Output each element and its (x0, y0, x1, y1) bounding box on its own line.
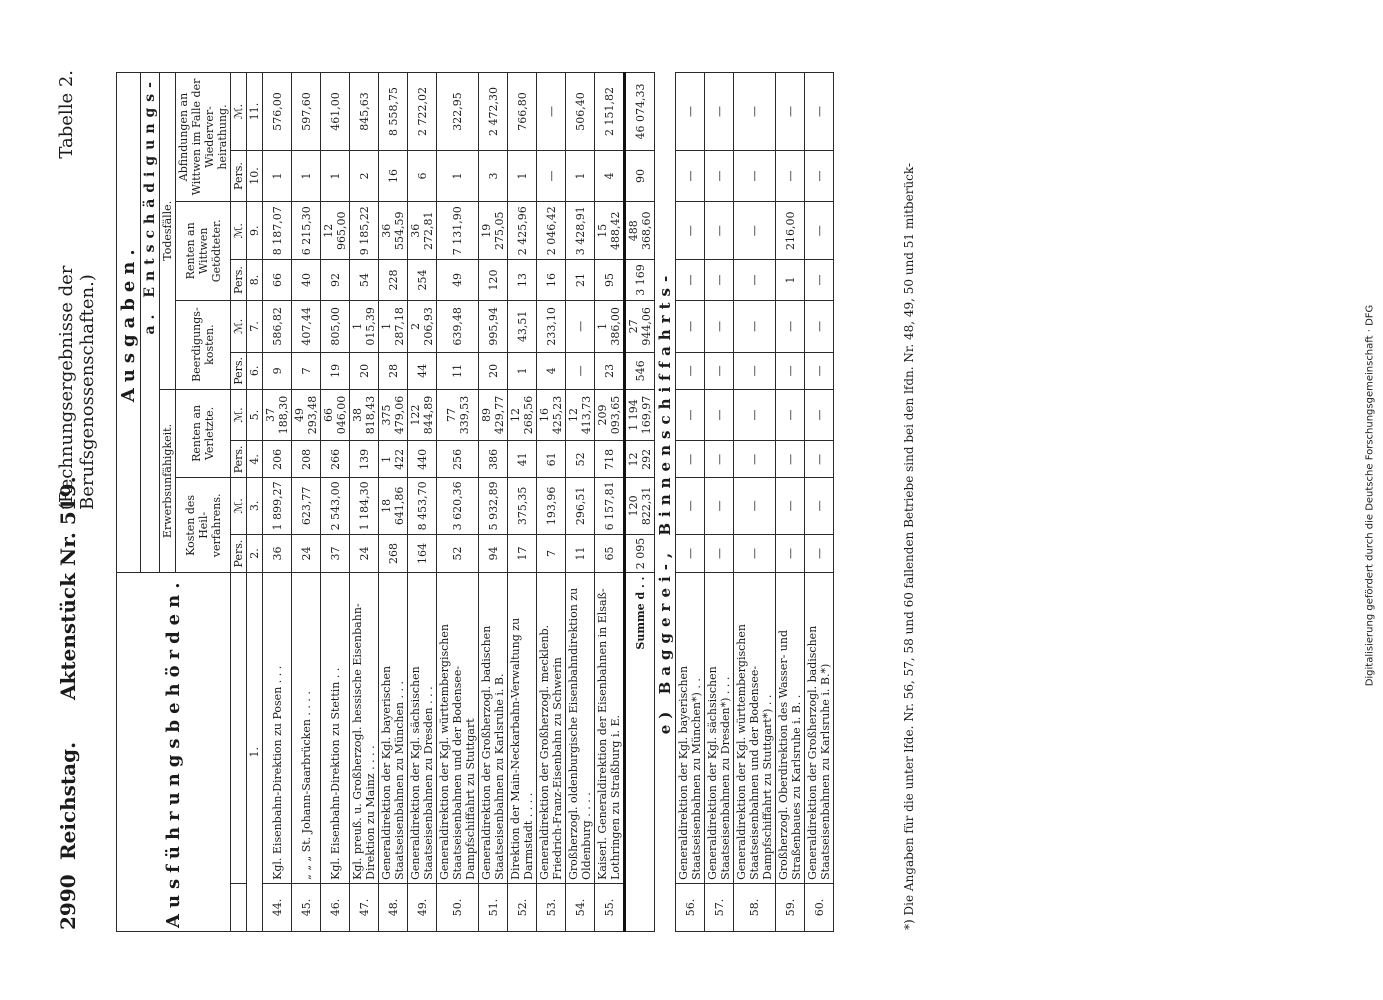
table-cell: — (775, 534, 804, 573)
unit-mark: ℳ. (230, 389, 246, 441)
table-cell: 268 (378, 534, 407, 573)
column-number: 9. (246, 202, 262, 260)
table-cell: 1 184,30 (349, 478, 378, 534)
table-cell: 36 (262, 534, 291, 573)
table-cell: 16 425,23 (536, 389, 565, 441)
table-cell: 95 (594, 260, 624, 300)
row-number: 49. (407, 883, 436, 931)
col-heilverfahren: Kosten des Heil-verfahrens. (175, 478, 230, 573)
table-cell: 7 (536, 534, 565, 573)
table-row (436, 73, 478, 932)
table-cell: 120 (478, 260, 507, 300)
table-cell: 49 (436, 260, 478, 300)
column-number: 4. (246, 441, 262, 478)
sum-cell: 488 368,60 (624, 202, 654, 260)
column-number: 11. (246, 73, 262, 151)
row-number: 47. (349, 883, 378, 931)
footnote: *) Die Angaben für die unter lfde. Nr. 56, 57, 58 und 60 fallenden Betriebe sind bei den lfdn. Nr. 48, 49, 50 und 51 mitberück- (901, 162, 916, 930)
sum-cell: 546 (624, 353, 654, 389)
table-cell: — (775, 151, 804, 202)
table-cell: 845,63 (349, 73, 378, 151)
table-cell: 1 287,18 (378, 300, 407, 353)
table-cell: — (565, 353, 594, 389)
unit-pers: Pers. (230, 260, 246, 300)
table-cell: 41 (507, 441, 536, 478)
table-cell: 9 185,22 (349, 202, 378, 260)
table-cell: 375,35 (507, 478, 536, 534)
row-authority: Generaldirektion der Kgl. bayerischen Staatseisenbahnen zu München*) . . (675, 573, 704, 883)
page-header (56, 70, 116, 930)
row-number: 52. (507, 883, 536, 931)
section-e-title: e) Baggerei-, Binnenschiffahrts- (654, 73, 675, 932)
table-cell: 6 (407, 151, 436, 202)
unit-pers: Pers. (230, 151, 246, 202)
row-number: 58. (733, 883, 775, 931)
table-cell: 52 (565, 441, 594, 478)
row-number: 44. (262, 883, 291, 931)
table-row (291, 73, 320, 932)
col-renten-verletzte: Renten an Verletzte. (175, 389, 230, 478)
row-authority: Generaldirektion der Großherzogl. badischen Staatseisenbahnen zu Karlsruhe i. B.*) (804, 573, 833, 883)
table-cell: — (775, 389, 804, 441)
table-cell: 1 (320, 151, 349, 202)
header-todesfaelle: Todesfälle. (159, 73, 175, 390)
table-cell: — (804, 151, 833, 202)
table-cell: 322,95 (436, 73, 478, 151)
table-cell: — (675, 151, 704, 202)
table-cell: 1 899,27 (262, 478, 291, 534)
table-body-e (675, 73, 833, 932)
sum-cell: 120 822,31 (624, 478, 654, 534)
table-cell: 208 (291, 441, 320, 478)
table-cell: — (804, 441, 833, 478)
row-number: 48. (378, 883, 407, 931)
row-number: 56. (675, 883, 704, 931)
table-cell: 4 (536, 353, 565, 389)
table-cell: — (704, 300, 733, 353)
table-cell: 461,00 (320, 73, 349, 151)
table-cell: 15 488,42 (594, 202, 624, 260)
table-row (349, 73, 378, 932)
table-row (675, 73, 704, 932)
row-number: 60. (804, 883, 833, 931)
table-cell: — (675, 260, 704, 300)
table-cell: 233,10 (536, 300, 565, 353)
table-cell: 2 543,00 (320, 478, 349, 534)
table-cell: 2 722,02 (407, 73, 436, 151)
table-cell: — (675, 478, 704, 534)
table-cell: 7 (291, 353, 320, 389)
table-cell: — (804, 389, 833, 441)
table-cell: 77 339,53 (436, 389, 478, 441)
table-cell: 20 (349, 353, 378, 389)
table-cell: 375 479,06 (378, 389, 407, 441)
column-number: 2. (246, 534, 262, 573)
table-cell: 20 (478, 353, 507, 389)
table-cell: — (804, 260, 833, 300)
table-cell: 1 015,39 (349, 300, 378, 353)
table-cell: — (804, 300, 833, 353)
row-authority: Generaldirektion der Kgl. bayerischen Staatseisenbahnen zu München . . . (378, 573, 407, 883)
table-cell: 94 (478, 534, 507, 573)
sum-label: Summe d . . (624, 573, 654, 932)
unit-spacer (230, 883, 246, 931)
table-cell: 209 093,65 (594, 389, 624, 441)
table-cell: 766,80 (507, 73, 536, 151)
table-cell: 44 (407, 353, 436, 389)
table-cell: 52 (436, 534, 478, 573)
row-number: 55. (594, 883, 624, 931)
dfg-side-note (1365, 20, 1379, 980)
column-number: 5. (246, 389, 262, 441)
table-cell: 28 (378, 353, 407, 389)
table-cell: 23 (594, 353, 624, 389)
row-authority: Generaldirektion der Kgl. sächsischen Staatseisenbahnen zu Dresden*) . . . (704, 573, 733, 883)
table-cell: — (804, 478, 833, 534)
table-cell: 11 (565, 534, 594, 573)
row-authority: Generaldirektion der Großherzogl. badischen Staatseisenbahnen zu Karlsruhe i. B. (478, 573, 507, 883)
table-cell: 36 554,59 (378, 202, 407, 260)
table-cell: 37 188,30 (262, 389, 291, 441)
table-cell: — (704, 353, 733, 389)
table-cell: 718 (594, 441, 624, 478)
table-cell: — (733, 389, 775, 441)
header-erwerbsunf: Erwerbsunfähigkeit. (159, 389, 175, 573)
table-cell: 5 932,89 (478, 478, 507, 534)
table-cell: — (704, 202, 733, 260)
table-cell: — (675, 73, 704, 151)
table-cell: 19 275,05 (478, 202, 507, 260)
table-cell: 21 (565, 260, 594, 300)
col-renten-wittwen: Renten an Wittwen Getödteter. (175, 202, 230, 301)
table-cell: — (675, 300, 704, 353)
row-authority: Kgl. preuß. u. Großherzogl. hessische Eisenbahn-Direktion zu Mainz . . . . (349, 573, 378, 883)
row-number: 51. (478, 883, 507, 931)
row-authority: Generaldirektion der Kgl. sächsischen Staatseisenbahnen zu Dresden . . . (407, 573, 436, 883)
header-ausfuehrung: Ausführungsbehörden. (116, 573, 230, 932)
document-subtitle: (Rechnungsergebnisse der Berufsgenossenschaften.) (55, 265, 98, 510)
table-cell: — (775, 478, 804, 534)
row-authority: Kaiserl. Generaldirektion der Eisenbahnen in Elsaß-Lothringen zu Straßburg i. E. (594, 573, 624, 883)
expenditure-table (116, 72, 834, 932)
table-cell: 2 046,42 (536, 202, 565, 260)
table-cell: 2 425,96 (507, 202, 536, 260)
column-number-row (246, 73, 262, 932)
table-cell: 1 386,00 (594, 300, 624, 353)
table-cell: 11 (436, 353, 478, 389)
table-cell: — (733, 441, 775, 478)
rotated-sheet (42, 50, 1342, 950)
row-number: 59. (775, 883, 804, 931)
sum-cell: 46 074,33 (624, 73, 654, 151)
table-cell: 54 (349, 260, 378, 300)
table-label: Tabelle 2. (55, 70, 77, 159)
table-cell: 164 (407, 534, 436, 573)
row-number: 57. (704, 883, 733, 931)
table-cell: 24 (291, 534, 320, 573)
table-cell: 597,60 (291, 73, 320, 151)
col-beerdigung: Beerdigungs-kosten. (175, 300, 230, 389)
table-cell: 2 151,82 (594, 73, 624, 151)
column-number: 6. (246, 353, 262, 389)
table-cell: 89 429,77 (478, 389, 507, 441)
table-cell: — (704, 534, 733, 573)
table-cell: 16 (378, 151, 407, 202)
table-cell: 193,96 (536, 478, 565, 534)
table-cell: 216,00 (775, 202, 804, 260)
table-cell: — (704, 441, 733, 478)
column-number: 1. (246, 573, 262, 932)
sum-cell: 2 095 (624, 534, 654, 573)
unit-spacer (230, 573, 246, 883)
row-authority: Generaldirektion der Kgl. württembergischen Staatseisenbahnen und der Bodensee-Dampfschiffahrt zu Stuttgart*) . . (733, 573, 775, 883)
table-row (804, 73, 833, 932)
table-cell: — (675, 441, 704, 478)
table-cell: 256 (436, 441, 478, 478)
table-cell: 1 (507, 151, 536, 202)
table-cell: 3 620,36 (436, 478, 478, 534)
table-cell: — (733, 534, 775, 573)
table-cell: 639,48 (436, 300, 478, 353)
table-cell: 1 (775, 260, 804, 300)
table-cell: 1 (436, 151, 478, 202)
table-cell: 16 (536, 260, 565, 300)
column-number: 7. (246, 300, 262, 353)
table-cell: 38 818,43 (349, 389, 378, 441)
table-cell: — (536, 151, 565, 202)
table-cell: — (775, 300, 804, 353)
table-row (378, 73, 407, 932)
table-cell: 623,77 (291, 478, 320, 534)
table-cell: 3 (478, 151, 507, 202)
table-cell: — (704, 260, 733, 300)
row-authority: Großherzogl. Oberdirektion des Wasser- und Straßenbaues zu Karlsruhe i. B. . (775, 573, 804, 883)
table-cell: — (733, 353, 775, 389)
table-cell: 440 (407, 441, 436, 478)
table-cell: 206 (262, 441, 291, 478)
table-cell: 49 293,48 (291, 389, 320, 441)
table-cell: — (804, 73, 833, 151)
table-cell: 4 (594, 151, 624, 202)
table-cell: — (733, 151, 775, 202)
page-number: 2990 (55, 874, 80, 930)
unit-pers: Pers. (230, 534, 246, 573)
table-cell: 61 (536, 441, 565, 478)
unit-mark: ℳ. (230, 300, 246, 353)
table-cell: — (804, 353, 833, 389)
column-number: 10. (246, 151, 262, 202)
table-row (262, 73, 291, 932)
sum-row (624, 73, 654, 932)
table-cell: 43,51 (507, 300, 536, 353)
table-cell: 37 (320, 534, 349, 573)
table-row (733, 73, 775, 932)
header-ausgaben: Ausgaben. (116, 73, 140, 574)
table-cell: 13 (507, 260, 536, 300)
row-number: 45. (291, 883, 320, 931)
sum-cell: 12 292 (624, 441, 654, 478)
row-authority: Großherzogl. oldenburgische Eisenbahndirektion zu Oldenburg . . . . (565, 573, 594, 883)
table-row (594, 73, 624, 932)
row-number: 50. (436, 883, 478, 931)
table-row (775, 73, 804, 932)
table-cell: 3 428,91 (565, 202, 594, 260)
table-row (320, 73, 349, 932)
row-authority: Generaldirektion der Kgl. württembergischen Staatseisenbahnen und der Bodensee-Dampfschiffahrt zu Stuttgart (436, 573, 478, 883)
table-cell: 805,00 (320, 300, 349, 353)
table-cell: 12 965,00 (320, 202, 349, 260)
table-cell: 576,00 (262, 73, 291, 151)
unit-mark: ℳ. (230, 478, 246, 534)
table-row (565, 73, 594, 932)
table-cell: 8 187,07 (262, 202, 291, 260)
table-cell: 8 558,75 (378, 73, 407, 151)
table-cell: — (733, 260, 775, 300)
table-row (536, 73, 565, 932)
table-cell: — (804, 202, 833, 260)
table-cell: 266 (320, 441, 349, 478)
table-cell: 1 (262, 151, 291, 202)
table-cell: 995,94 (478, 300, 507, 353)
table-cell: 228 (378, 260, 407, 300)
table-cell: 586,82 (262, 300, 291, 353)
row-number: 54. (565, 883, 594, 931)
row-authority: Direktion der Main-Neckarbahn-Verwaltung zu Darmstadt . . . . (507, 573, 536, 883)
table-cell: 8 453,70 (407, 478, 436, 534)
col-abfindungen: Abfindungen an Wittwen im Falle der Wiederver-heirathung. (175, 73, 230, 202)
organization: Reichstag. (55, 741, 80, 860)
table-row (478, 73, 507, 932)
unit-row (230, 73, 246, 932)
table-cell: — (775, 353, 804, 389)
sum-cell: 3 169 (624, 260, 654, 300)
table-cell: — (704, 389, 733, 441)
table-body (262, 73, 624, 932)
table-cell: 18 641,86 (378, 478, 407, 534)
table-cell: 66 (262, 260, 291, 300)
table-cell: 24 (349, 534, 378, 573)
table-cell: 2 206,93 (407, 300, 436, 353)
table-cell: 17 (507, 534, 536, 573)
table-cell: 407,44 (291, 300, 320, 353)
row-number: 53. (536, 883, 565, 931)
table-row (507, 73, 536, 932)
sum-cell: 90 (624, 151, 654, 202)
table-cell: 12 268,56 (507, 389, 536, 441)
table-cell: — (675, 353, 704, 389)
table-cell: 122 844,89 (407, 389, 436, 441)
table-cell: 1 422 (378, 441, 407, 478)
unit-pers: Pers. (230, 353, 246, 389)
table-cell: 65 (594, 534, 624, 573)
column-number: 3. (246, 478, 262, 534)
unit-pers: Pers. (230, 441, 246, 478)
header-entschaedigungs: a. Entschädigungs- (140, 73, 159, 574)
row-authority: Generaldirektion der Großherzogl. mecklenb. Friedrich-Franz-Eisenbahn zu Schwerin (536, 573, 565, 883)
table-cell: — (536, 73, 565, 151)
table-cell: 7 131,90 (436, 202, 478, 260)
table-cell: — (704, 478, 733, 534)
table-cell: 1 (565, 151, 594, 202)
table-cell: — (675, 389, 704, 441)
table-cell: 36 272,81 (407, 202, 436, 260)
table-cell: 254 (407, 260, 436, 300)
table-cell: — (804, 534, 833, 573)
table-cell: 296,51 (565, 478, 594, 534)
table-cell: 506,40 (565, 73, 594, 151)
table-cell: 2 (349, 151, 378, 202)
dfg-text: Digitalisierung gefördert durch die Deutsche Forschungsgemeinschaft · DFG (1365, 304, 1376, 687)
table-cell: 19 (320, 353, 349, 389)
table-cell: 1 (507, 353, 536, 389)
table-cell: 2 472,30 (478, 73, 507, 151)
document-number: Aktenstück Nr. 519. (55, 476, 80, 700)
table-cell: 6 215,30 (291, 202, 320, 260)
table-row (704, 73, 733, 932)
table-cell: — (675, 534, 704, 573)
sum-cell: 1 194 169,97 (624, 389, 654, 441)
table-cell: 139 (349, 441, 378, 478)
table-cell: 386 (478, 441, 507, 478)
table-cell: — (675, 202, 704, 260)
table-cell: — (733, 202, 775, 260)
table-cell: 92 (320, 260, 349, 300)
table-cell: — (565, 300, 594, 353)
table-cell: — (775, 73, 804, 151)
table-cell: — (733, 73, 775, 151)
row-authority: Kgl. Eisenbahn-Direktion zu Posen . . . (262, 573, 291, 883)
row-authority: „ „ „ St. Johann-Saarbrücken . . . . (291, 573, 320, 883)
unit-mark: ℳ. (230, 73, 246, 151)
table-cell: 9 (262, 353, 291, 389)
table-cell: 12 413,73 (565, 389, 594, 441)
section-e-row (654, 73, 675, 932)
table-cell: — (733, 478, 775, 534)
sum-cell: 27 944,06 (624, 300, 654, 353)
table-cell: — (733, 300, 775, 353)
table-row (407, 73, 436, 932)
table-cell: — (704, 151, 733, 202)
row-number: 46. (320, 883, 349, 931)
column-number: 8. (246, 260, 262, 300)
row-authority: Kgl. Eisenbahn-Direktion zu Stettin . . (320, 573, 349, 883)
table-cell: 40 (291, 260, 320, 300)
unit-mark: ℳ. (230, 202, 246, 260)
table-cell: — (775, 441, 804, 478)
table-cell: 66 046,00 (320, 389, 349, 441)
table-cell: 1 (291, 151, 320, 202)
table-cell: — (704, 73, 733, 151)
table-cell: 6 157,81 (594, 478, 624, 534)
